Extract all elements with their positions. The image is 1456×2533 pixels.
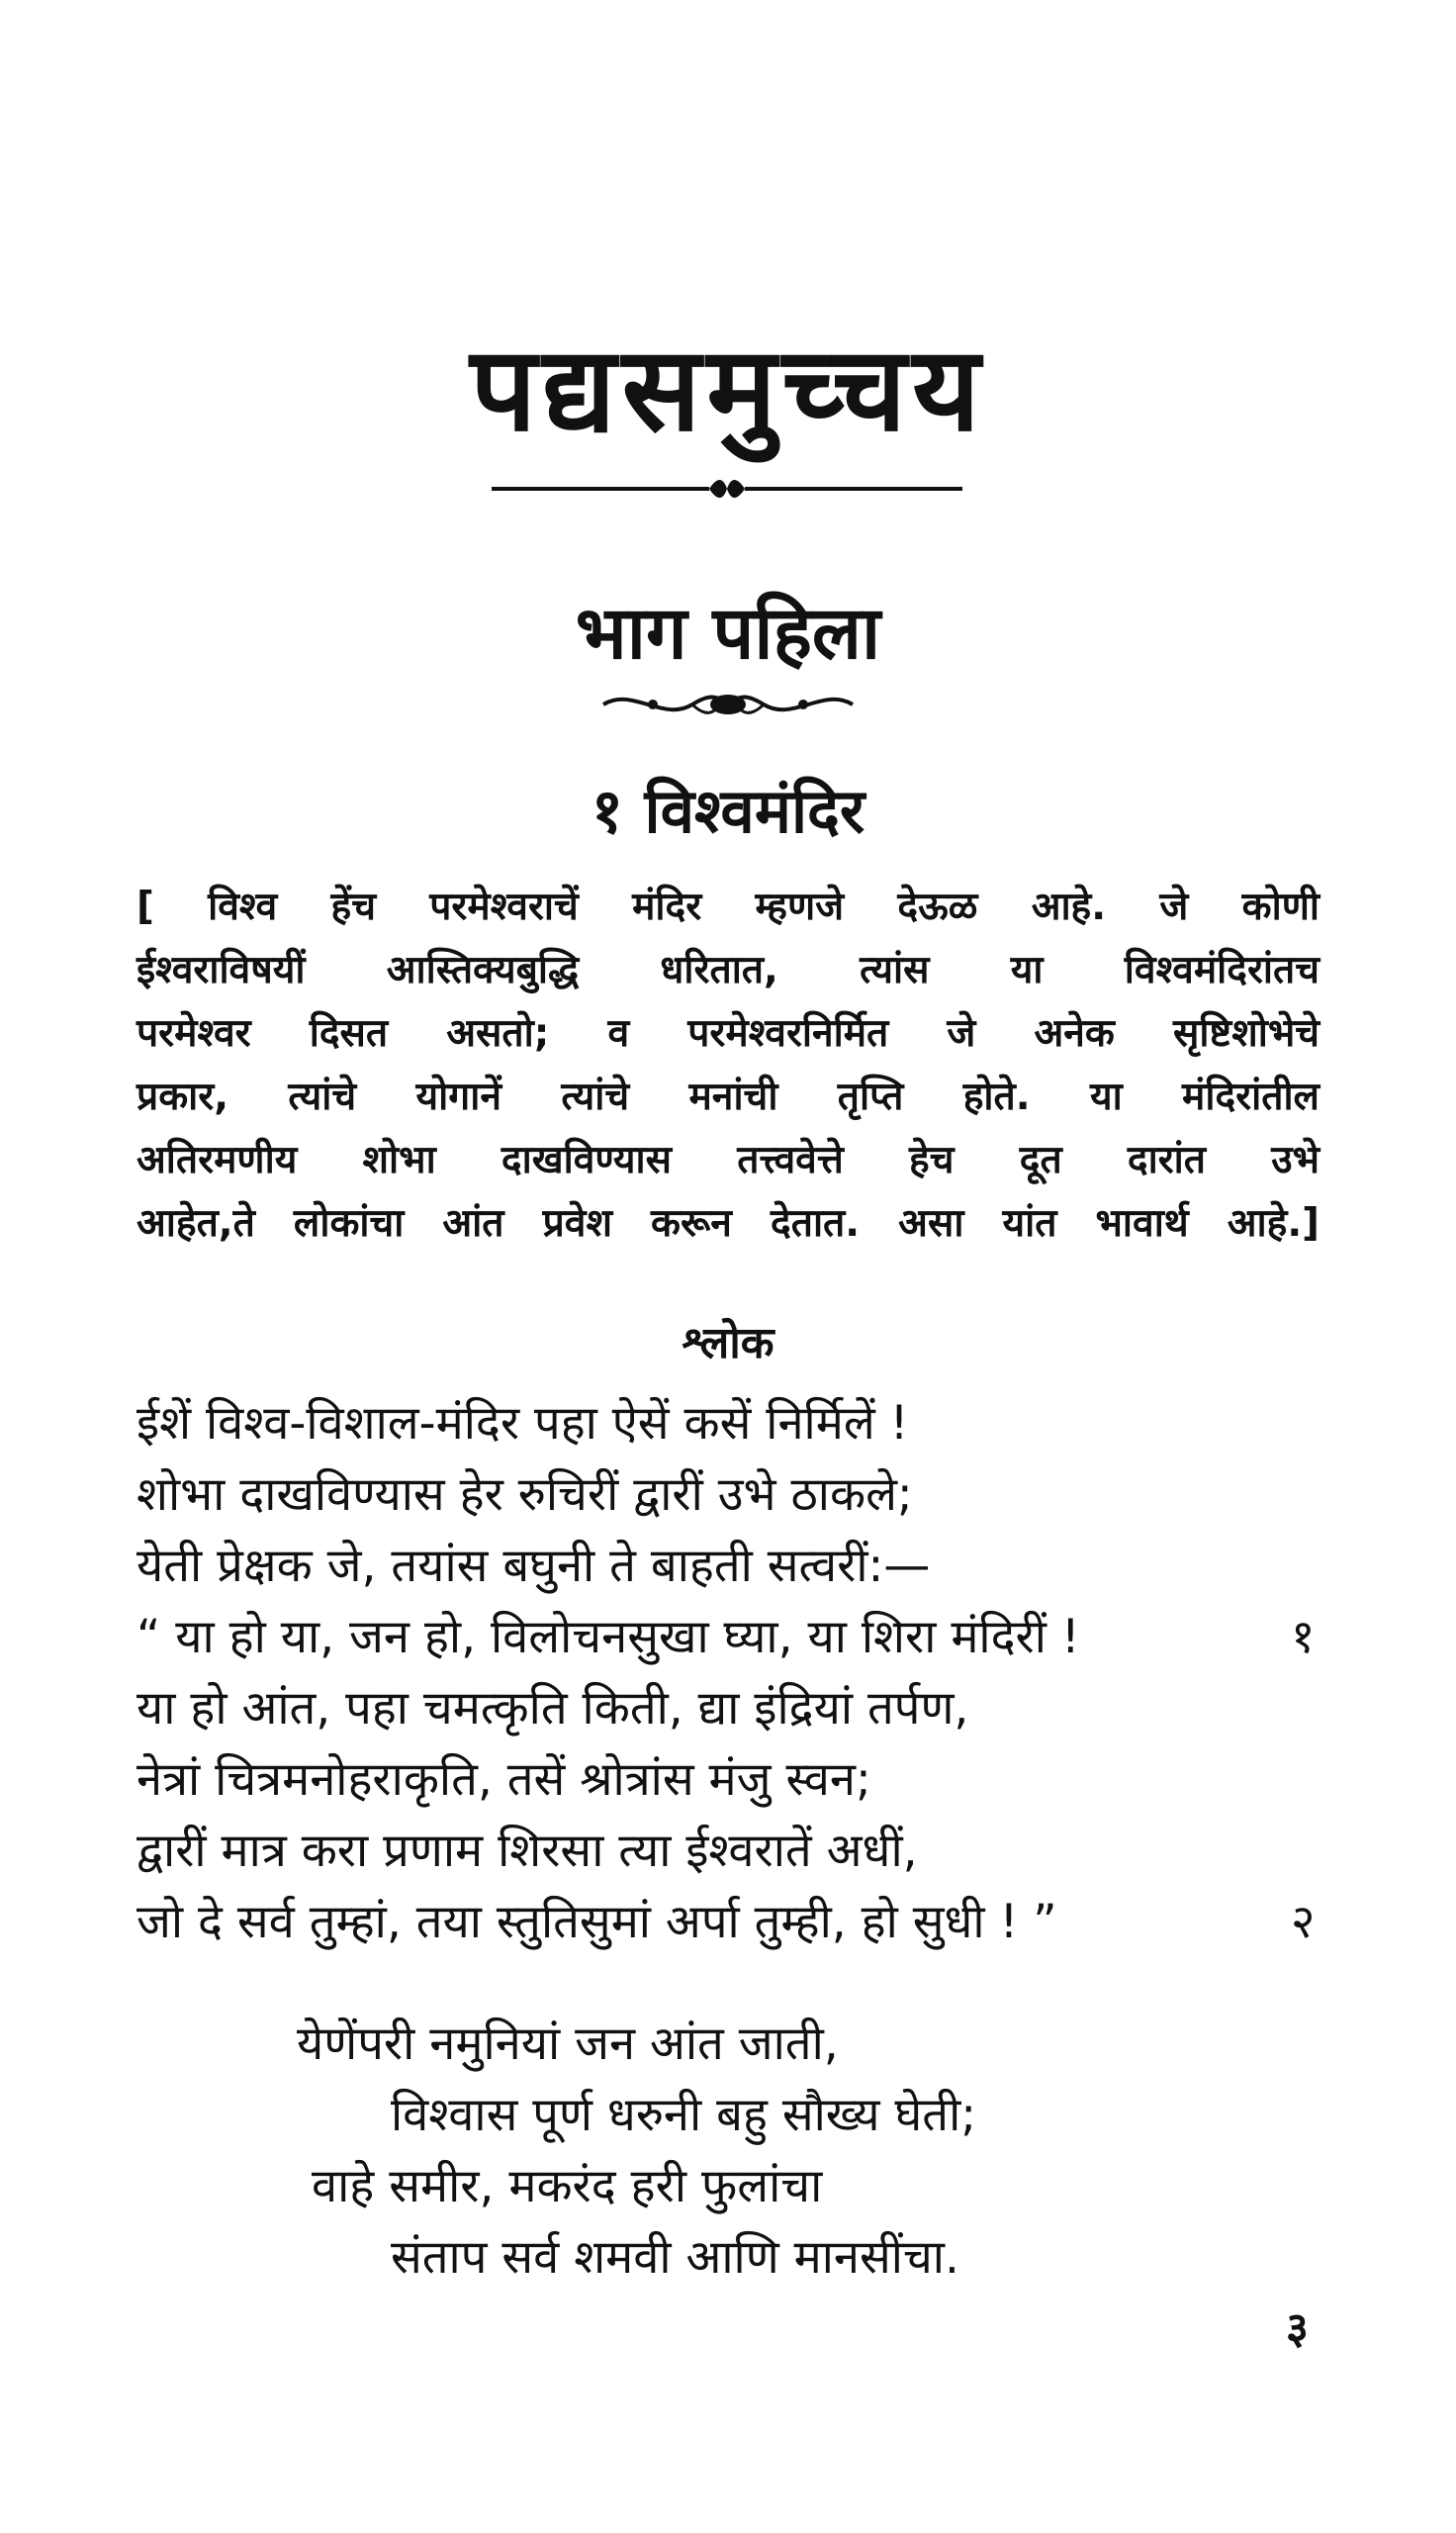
- section-title: १ विश्वमंदिर: [591, 775, 865, 847]
- verse-line: नेत्रां चित्रमनोहराकृति, तसें श्रोत्रांस मंजु स्वन;: [136, 1752, 871, 1807]
- shloka-heading: श्लोक: [682, 1318, 774, 1368]
- book-title: पद्यसमुच्चय: [470, 321, 986, 457]
- summary-line: प्रकार, त्यांचे योगानें त्यांचे मनांची तृप्ति होते. या मंदिरांतील: [136, 1075, 1320, 1119]
- verse-line: येती प्रेक्षक जे, तयांस बघुनी ते बाहती सत्वरीं:—: [136, 1539, 931, 1593]
- summary-line: ईश्वराविषयीं आस्तिक्यबुद्धि धरितात, त्यांस या विश्वमंदिरांतच: [136, 948, 1320, 992]
- part-title: भाग पहिला: [575, 591, 881, 676]
- stanza-number: ३: [1286, 2303, 1309, 2354]
- verse-line: ईशें विश्व-विशाल-मंदिर पहा ऐसें कसें निर्मिलें !: [136, 1396, 909, 1451]
- verse-line: विश्वास पूर्ण धरुनी बहु सौख्य घेती;: [391, 2088, 977, 2142]
- flourish-ornament-icon: [593, 683, 863, 726]
- summary-line: आहेत,ते लोकांचा आंत प्रवेश करून देतात. असा यांत भावार्थ आहे.]: [136, 1201, 1320, 1246]
- verse-line: शोभा दाखविण्यास हेर रुचिरीं द्वारीं उभे ठाकले;: [136, 1467, 913, 1522]
- title-rule-left: [492, 487, 680, 491]
- verse-line: जो दे सर्व तुम्हां, तया स्तुतिसुमां अर्पा तुम्ही, हो सुधी ! ”: [136, 1895, 1057, 1949]
- verse-number: २: [1291, 1895, 1316, 1949]
- verse-number: १: [1291, 1610, 1316, 1664]
- verse-line: वाहे समीर, मकरंद हरी फुलांचा: [312, 2159, 823, 2213]
- verse-line: या हो आंत, पहा चमत्कृति किती, द्या इंद्रियां तर्पण,: [136, 1681, 969, 1736]
- verse-line: संताप सर्व शमवी आणि मानसींचा.: [391, 2230, 959, 2285]
- summary-line: [ विश्व हेंच परमेश्वराचें मंदिर म्हणजे देऊळ आहे. जे कोणी: [136, 885, 1320, 929]
- title-rule-right: [774, 487, 962, 491]
- summary-line: परमेश्वर दिसत असतो; व परमेश्वरनिर्मित जे अनेक सृष्टिशोभेचे: [136, 1011, 1320, 1056]
- summary-paragraph: [136, 876, 1320, 1256]
- title-ornament-icon: [680, 467, 774, 511]
- verse-line: द्वारीं मात्र करा प्रणाम शिरसा त्या ईश्वरातें अधीं,: [136, 1824, 918, 1878]
- verse-line: येणेंपरी नमुनियां जन आंत जाती,: [297, 2017, 839, 2071]
- verse-line: “ या हो या, जन हो, विलोचनसुखा घ्या, या शिरा मंदिरीं !: [136, 1610, 1080, 1664]
- summary-line: अतिरमणीय शोभा दाखविण्यास तत्त्ववेत्ते हेच दूत दारांत उभे: [136, 1138, 1320, 1182]
